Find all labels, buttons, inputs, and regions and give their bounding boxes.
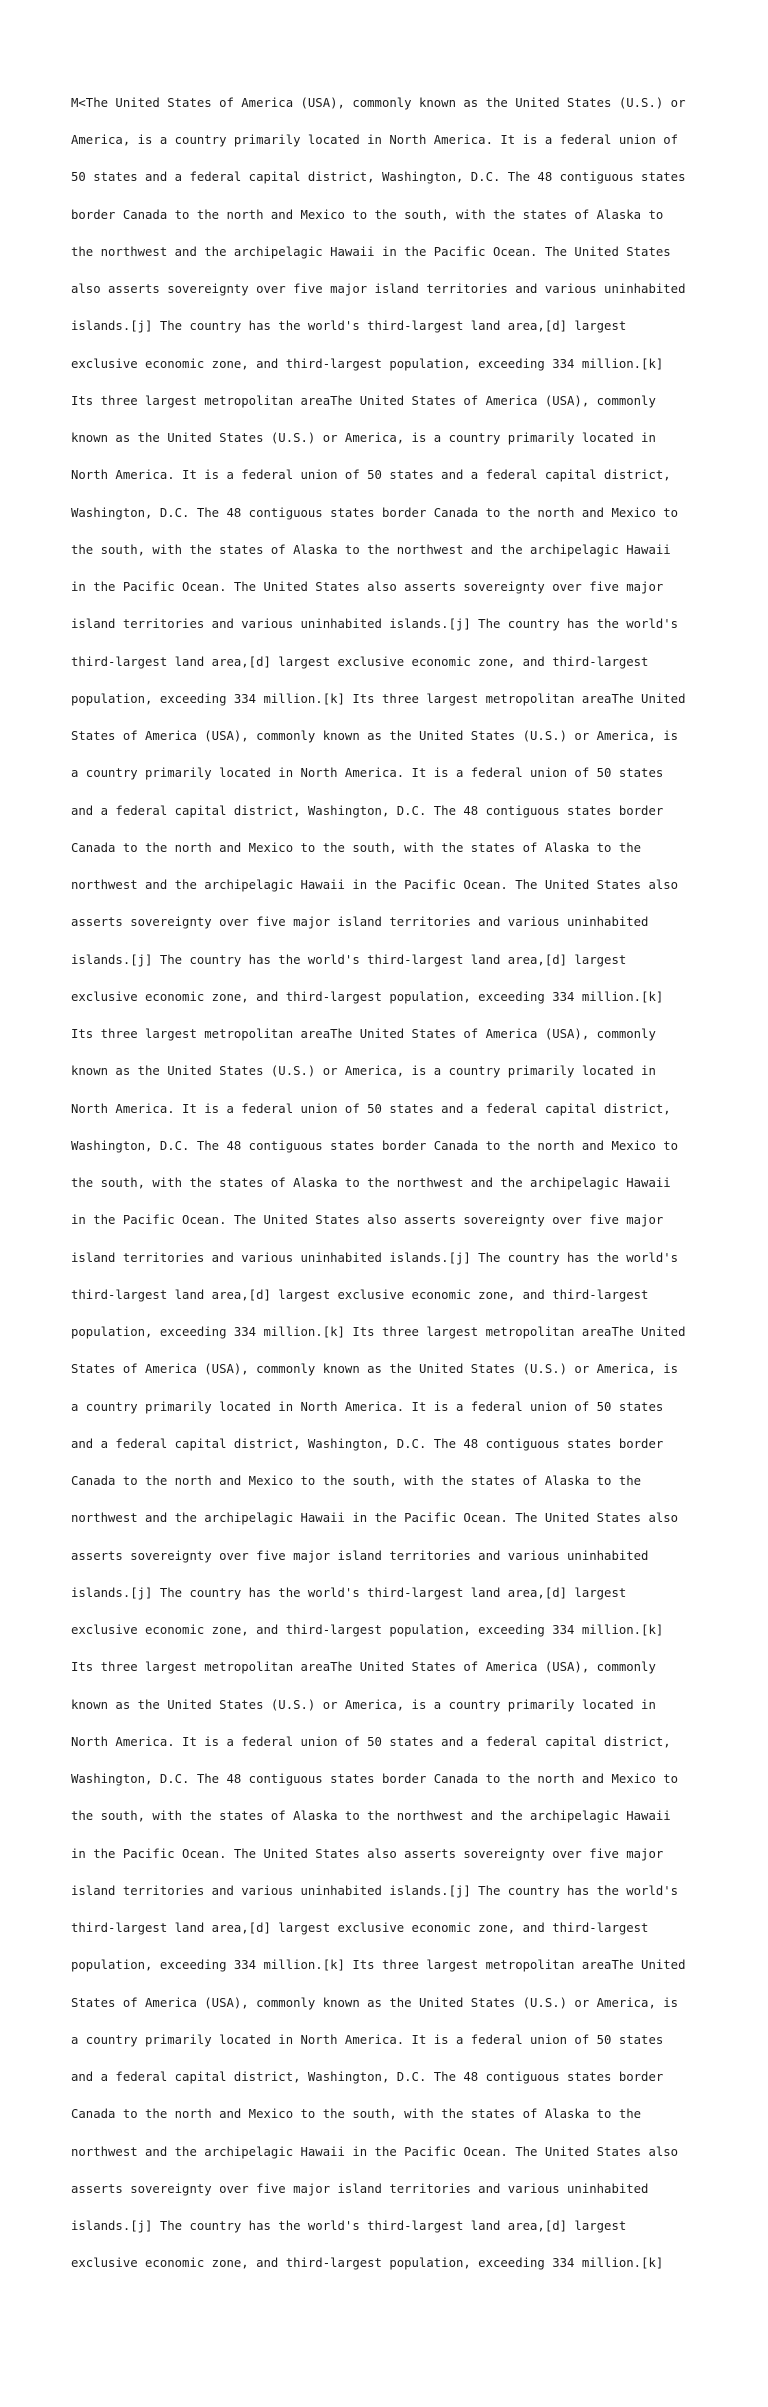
text-line: and a federal capital district, Washington, D.C. The 48 contiguous states border (71, 2070, 664, 2085)
text-line: exclusive economic zone, and third-largest population, exceeding 334 million.[k] (71, 989, 664, 1004)
text-line: States of America (USA), commonly known as the United States (U.S.) or America, is (71, 1995, 679, 2010)
text-line: in the Pacific Ocean. The United States also asserts sovereignty over five major (71, 1846, 664, 1861)
text-line: Washington, D.C. The 48 contiguous states border Canada to the north and Mexico to (71, 1772, 679, 1787)
text-line: exclusive economic zone, and third-largest population, exceeding 334 million.[k] (71, 1623, 664, 1638)
text-line: Its three largest metropolitan areaThe United States of America (USA), commonly (71, 1660, 656, 1675)
text-line: Washington, D.C. The 48 contiguous states border Canada to the north and Mexico to (71, 1138, 679, 1153)
text-line: Its three largest metropolitan areaThe United States of America (USA), commonly (71, 1027, 656, 1042)
text-line: the northwest and the archipelagic Hawaii in the Pacific Ocean. The United States (71, 244, 671, 259)
text-line: the south, with the states of Alaska to the northwest and the archipelagic Hawaii (71, 1809, 671, 1824)
text-line: in the Pacific Ocean. The United States also asserts sovereignty over five major (71, 580, 664, 595)
text-line: northwest and the archipelagic Hawaii in the Pacific Ocean. The United States also (71, 2144, 679, 2159)
text-line: States of America (USA), commonly known as the United States (U.S.) or America, is (71, 1362, 679, 1377)
text-line: Its three largest metropolitan areaThe United States of America (USA), commonly (71, 393, 656, 408)
text-line: exclusive economic zone, and third-largest population, exceeding 334 million.[k] (71, 356, 664, 371)
text-line: M<The United States of America (USA), commonly known as the United States (U.S.) or (71, 95, 686, 110)
text-line: islands.[j] The country has the world's third-largest land area,[d] largest (71, 2219, 627, 2234)
text-line: in the Pacific Ocean. The United States also asserts sovereignty over five major (71, 1213, 664, 1228)
text-line: also asserts sovereignty over five major island territories and various uninhabited (71, 282, 686, 297)
text-line: island territories and various uninhabited islands.[j] The country has the world's (71, 617, 679, 632)
text-line: North America. It is a federal union of 50 states and a federal capital district, (71, 1734, 671, 1749)
text-line: islands.[j] The country has the world's third-largest land area,[d] largest (71, 319, 627, 334)
text-line: known as the United States (U.S.) or America, is a country primarily located in (71, 1697, 656, 1712)
text-line: North America. It is a federal union of 50 states and a federal capital district, (71, 468, 671, 483)
text-line: Washington, D.C. The 48 contiguous states border Canada to the north and Mexico to (71, 505, 679, 520)
text-line: Canada to the north and Mexico to the south, with the states of Alaska to the (71, 1474, 642, 1489)
text-line: 50 states and a federal capital district, Washington, D.C. The 48 contiguous states (71, 170, 686, 185)
text-line: a country primarily located in North America. It is a federal union of 50 states (71, 766, 664, 781)
text-line: States of America (USA), commonly known as the United States (U.S.) or America, is (71, 729, 679, 744)
text-line: border Canada to the north and Mexico to the south, with the states of Alaska to (71, 207, 664, 222)
text-line: Canada to the north and Mexico to the south, with the states of Alaska to the (71, 2107, 642, 2122)
text-line: third-largest land area,[d] largest exclusive economic zone, and third-largest (71, 1287, 649, 1302)
text-line: North America. It is a federal union of 50 states and a federal capital district, (71, 1101, 671, 1116)
text-line: island territories and various uninhabited islands.[j] The country has the world's (71, 1250, 679, 1265)
text-line: Canada to the north and Mexico to the south, with the states of Alaska to the (71, 840, 642, 855)
text-line: island territories and various uninhabited islands.[j] The country has the world's (71, 1883, 679, 1898)
text-line: asserts sovereignty over five major island territories and various uninhabited (71, 915, 649, 930)
text-line: a country primarily located in North America. It is a federal union of 50 states (71, 2032, 664, 2047)
text-line: and a federal capital district, Washington, D.C. The 48 contiguous states border (71, 803, 664, 818)
text-line: known as the United States (U.S.) or America, is a country primarily located in (71, 1064, 656, 1079)
text-line: exclusive economic zone, and third-largest population, exceeding 334 million.[k] (71, 2256, 664, 2271)
text-line: third-largest land area,[d] largest exclusive economic zone, and third-largest (71, 654, 649, 669)
text-line: asserts sovereignty over five major island territories and various uninhabited (71, 1548, 649, 1563)
text-line: population, exceeding 334 million.[k] Its three largest metropolitan areaThe United (71, 1325, 686, 1340)
text-line: third-largest land area,[d] largest exclusive economic zone, and third-largest (71, 1921, 649, 1936)
document-body-text (71, 72, 711, 2406)
text-line: America, is a country primarily located in North America. It is a federal union of (71, 133, 679, 148)
text-line: islands.[j] The country has the world's third-largest land area,[d] largest (71, 952, 627, 967)
text-line: the south, with the states of Alaska to the northwest and the archipelagic Hawaii (71, 1176, 671, 1191)
text-line: northwest and the archipelagic Hawaii in the Pacific Ocean. The United States also (71, 878, 679, 893)
text-line: population, exceeding 334 million.[k] Its three largest metropolitan areaThe United (71, 691, 686, 706)
text-line: northwest and the archipelagic Hawaii in the Pacific Ocean. The United States also (71, 1511, 679, 1526)
text-line: the south, with the states of Alaska to the northwest and the archipelagic Hawaii (71, 542, 671, 557)
text-line: islands.[j] The country has the world's third-largest land area,[d] largest (71, 1585, 627, 1600)
text-line: population, exceeding 334 million.[k] Its three largest metropolitan areaThe United (71, 1958, 686, 1973)
text-line: asserts sovereignty over five major island territories and various uninhabited (71, 2181, 649, 2196)
text-line: and a federal capital district, Washington, D.C. The 48 contiguous states border (71, 1436, 664, 1451)
text-line: known as the United States (U.S.) or America, is a country primarily located in (71, 431, 656, 446)
text-line: a country primarily located in North America. It is a federal union of 50 states (71, 1399, 664, 1414)
